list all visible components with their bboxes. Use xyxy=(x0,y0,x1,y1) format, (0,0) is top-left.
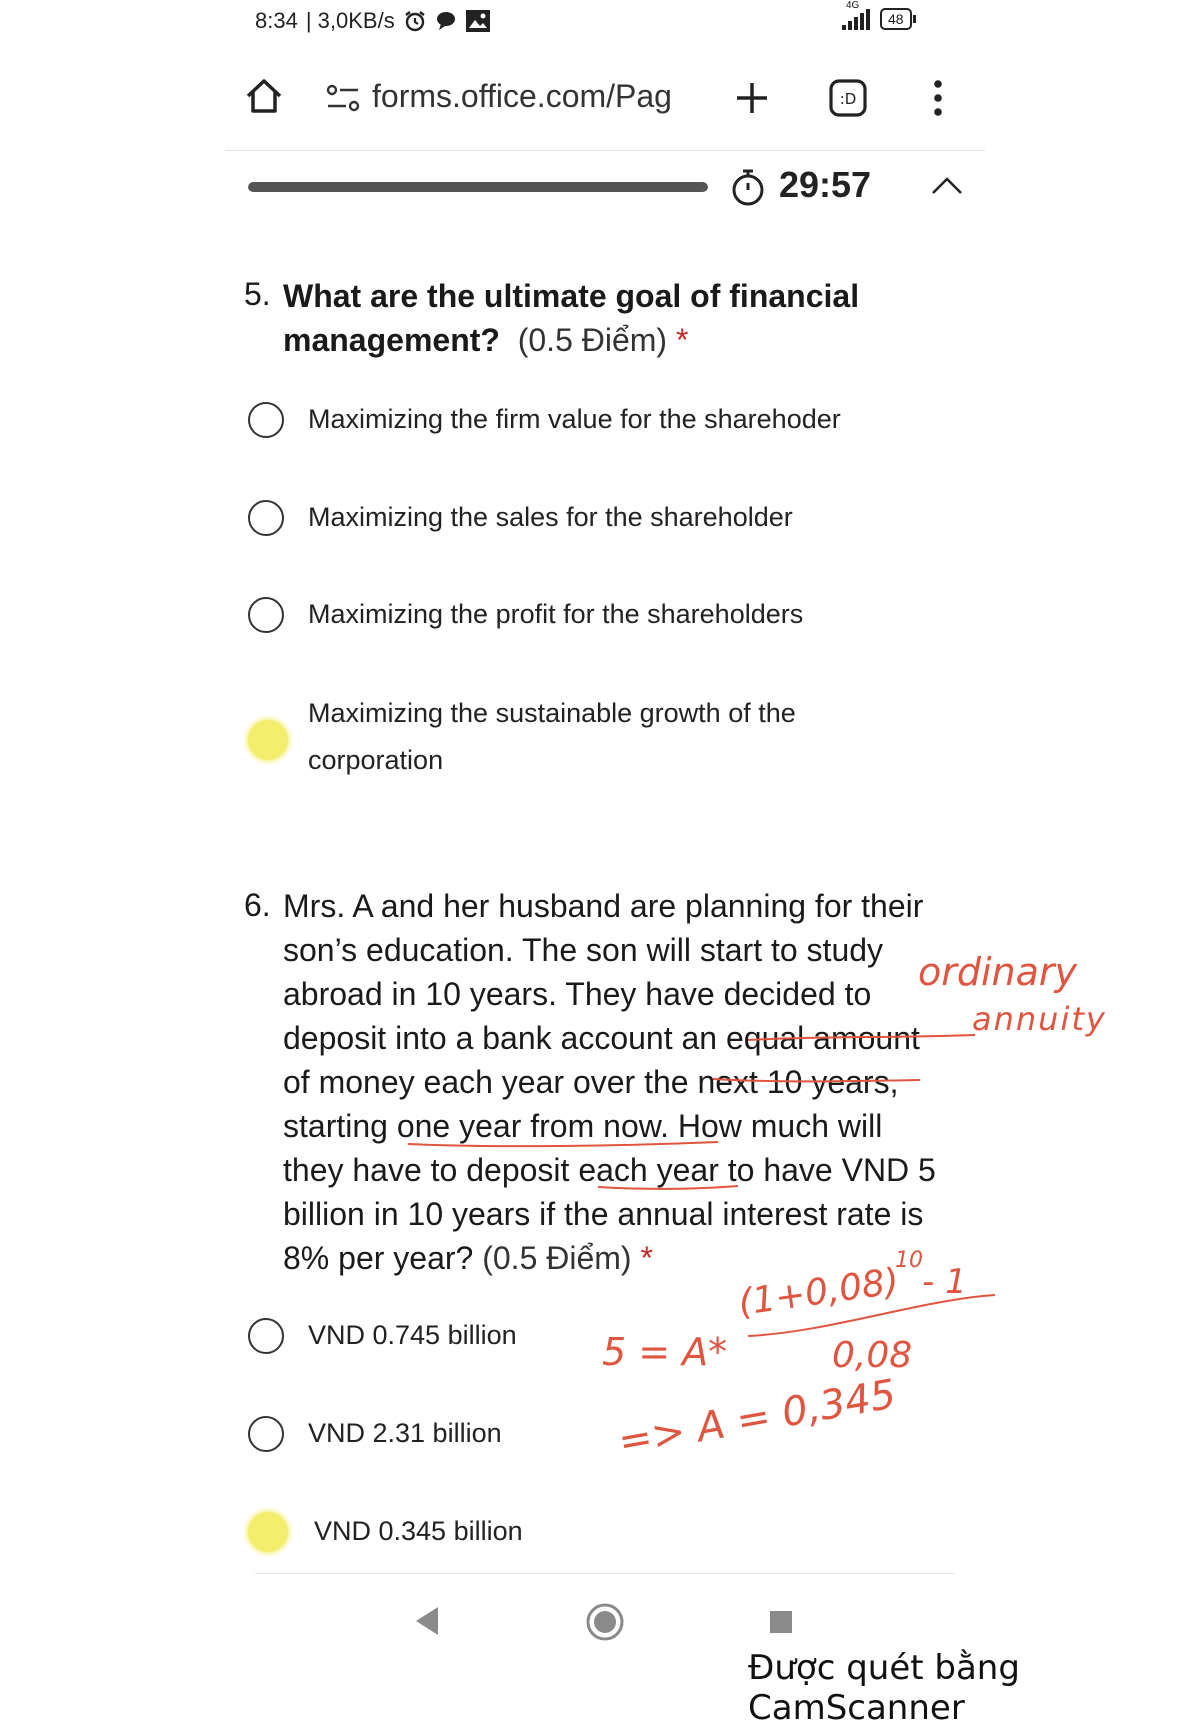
q5-option-4-label[interactable] xyxy=(308,690,796,784)
handwritten-formula-numerator: (1+0,08) xyxy=(735,1260,902,1325)
q6-option-3-label[interactable]: VND 0.345 billion xyxy=(314,1516,523,1546)
question-6-number: 6. xyxy=(244,887,271,923)
more-options-icon[interactable] xyxy=(930,78,946,118)
status-bar xyxy=(255,8,491,34)
handwritten-formula-minus-one: - 1 xyxy=(922,1262,967,1302)
alarm-icon xyxy=(403,9,427,33)
stopwatch-icon xyxy=(730,167,766,207)
back-icon[interactable] xyxy=(412,1604,442,1638)
battery-icon xyxy=(880,8,912,30)
question-6-title xyxy=(283,884,963,1280)
new-tab-icon[interactable] xyxy=(734,80,770,116)
question-6-line-8: billion in 10 years if the annual interest rate is xyxy=(283,1196,924,1232)
handwritten-note-ordinary: ordinary xyxy=(918,950,1078,994)
address-bar[interactable]: forms.office.com/Pag xyxy=(372,78,672,114)
question-5-number: 5. xyxy=(244,276,271,312)
status-bar-right xyxy=(842,0,912,30)
form-progress-bar xyxy=(248,182,708,192)
q5-option-2-label[interactable]: Maximizing the sales for the shareholder xyxy=(308,502,793,532)
countdown-timer: 29:57 xyxy=(779,164,872,205)
question-5-title xyxy=(283,274,963,362)
question-6-line-1: Mrs. A and her husband are planning for their xyxy=(283,888,924,924)
q5-option-4-line2: corporation xyxy=(308,745,444,775)
q5-option-2-radio[interactable] xyxy=(248,500,284,536)
handwritten-formula-exponent: 10 xyxy=(895,1248,923,1273)
question-5-title-line2-wrap xyxy=(283,318,963,362)
status-time: 8:34 xyxy=(255,8,298,33)
q6-option-2-radio[interactable] xyxy=(248,1416,284,1452)
battery-level: 48 xyxy=(888,11,904,27)
network-type: 4G xyxy=(846,0,860,11)
svg-text::D: :D xyxy=(839,90,857,108)
question-6-required: * xyxy=(640,1240,653,1276)
question-6-line-4: deposit into a bank account an equal amount xyxy=(283,1020,920,1056)
question-6-line-7: they have to deposit each year to have VND 5 xyxy=(283,1152,936,1188)
gallery-icon xyxy=(465,9,491,33)
nav-divider xyxy=(255,1573,955,1574)
tabs-switcher-icon[interactable] xyxy=(828,78,868,118)
q6-option-1-radio[interactable] xyxy=(248,1318,284,1354)
q5-option-4-line1: Maximizing the sustainable growth of the xyxy=(308,698,796,728)
q6-option-1-label[interactable]: VND 0.745 billion xyxy=(308,1320,517,1350)
handwritten-note-annuity: annuity xyxy=(972,1000,1107,1038)
status-net-speed: | 3,0KB/s xyxy=(305,8,395,33)
camscanner-watermark: Được quét bằng CamScanner xyxy=(748,1648,1020,1728)
q5-option-1-radio[interactable] xyxy=(248,402,284,438)
question-6-line-3: abroad in 10 years. They have decided to xyxy=(283,976,872,1012)
question-6-line-9: 8% per year? xyxy=(283,1240,474,1276)
question-6-line-6: starting one year from now. How much will xyxy=(283,1108,883,1144)
question-5-title-line2: management? xyxy=(283,322,500,358)
q6-option-2-label[interactable]: VND 2.31 billion xyxy=(308,1418,502,1448)
recents-icon[interactable] xyxy=(767,1608,795,1636)
toolbar-divider xyxy=(225,150,985,151)
question-5-points: (0.5 Điểm) xyxy=(517,322,668,358)
handwritten-formula-denominator: 0,08 xyxy=(832,1335,913,1376)
q5-option-3-label[interactable]: Maximizing the profit for the shareholders xyxy=(308,599,804,629)
handwritten-formula-lhs: 5 = A* xyxy=(602,1330,728,1374)
question-5-title-line1: What are the ultimate goal of financial xyxy=(283,278,860,314)
question-6-line-2: son’s education. The son will start to study xyxy=(283,932,884,968)
q5-option-3-radio[interactable] xyxy=(248,597,284,633)
signal-icon xyxy=(842,0,870,30)
site-settings-icon[interactable] xyxy=(326,84,360,112)
chevron-up-icon[interactable] xyxy=(930,174,964,196)
q5-option-4-radio[interactable] xyxy=(248,720,288,760)
home-button-icon[interactable] xyxy=(585,1602,625,1642)
question-5-required: * xyxy=(675,322,689,358)
q6-option-3-radio[interactable] xyxy=(248,1512,288,1552)
handwritten-result: => A = 0,345 xyxy=(615,1371,900,1466)
question-6-points: (0.5 Điểm) xyxy=(482,1240,632,1276)
q5-option-1-label[interactable]: Maximizing the firm value for the sharehoder xyxy=(308,404,841,434)
chat-bubble-icon xyxy=(435,10,457,32)
home-icon[interactable] xyxy=(244,76,284,116)
question-6-line-5: of money each year over the next 10 years, xyxy=(283,1064,899,1100)
form-progress-fill xyxy=(248,182,708,192)
